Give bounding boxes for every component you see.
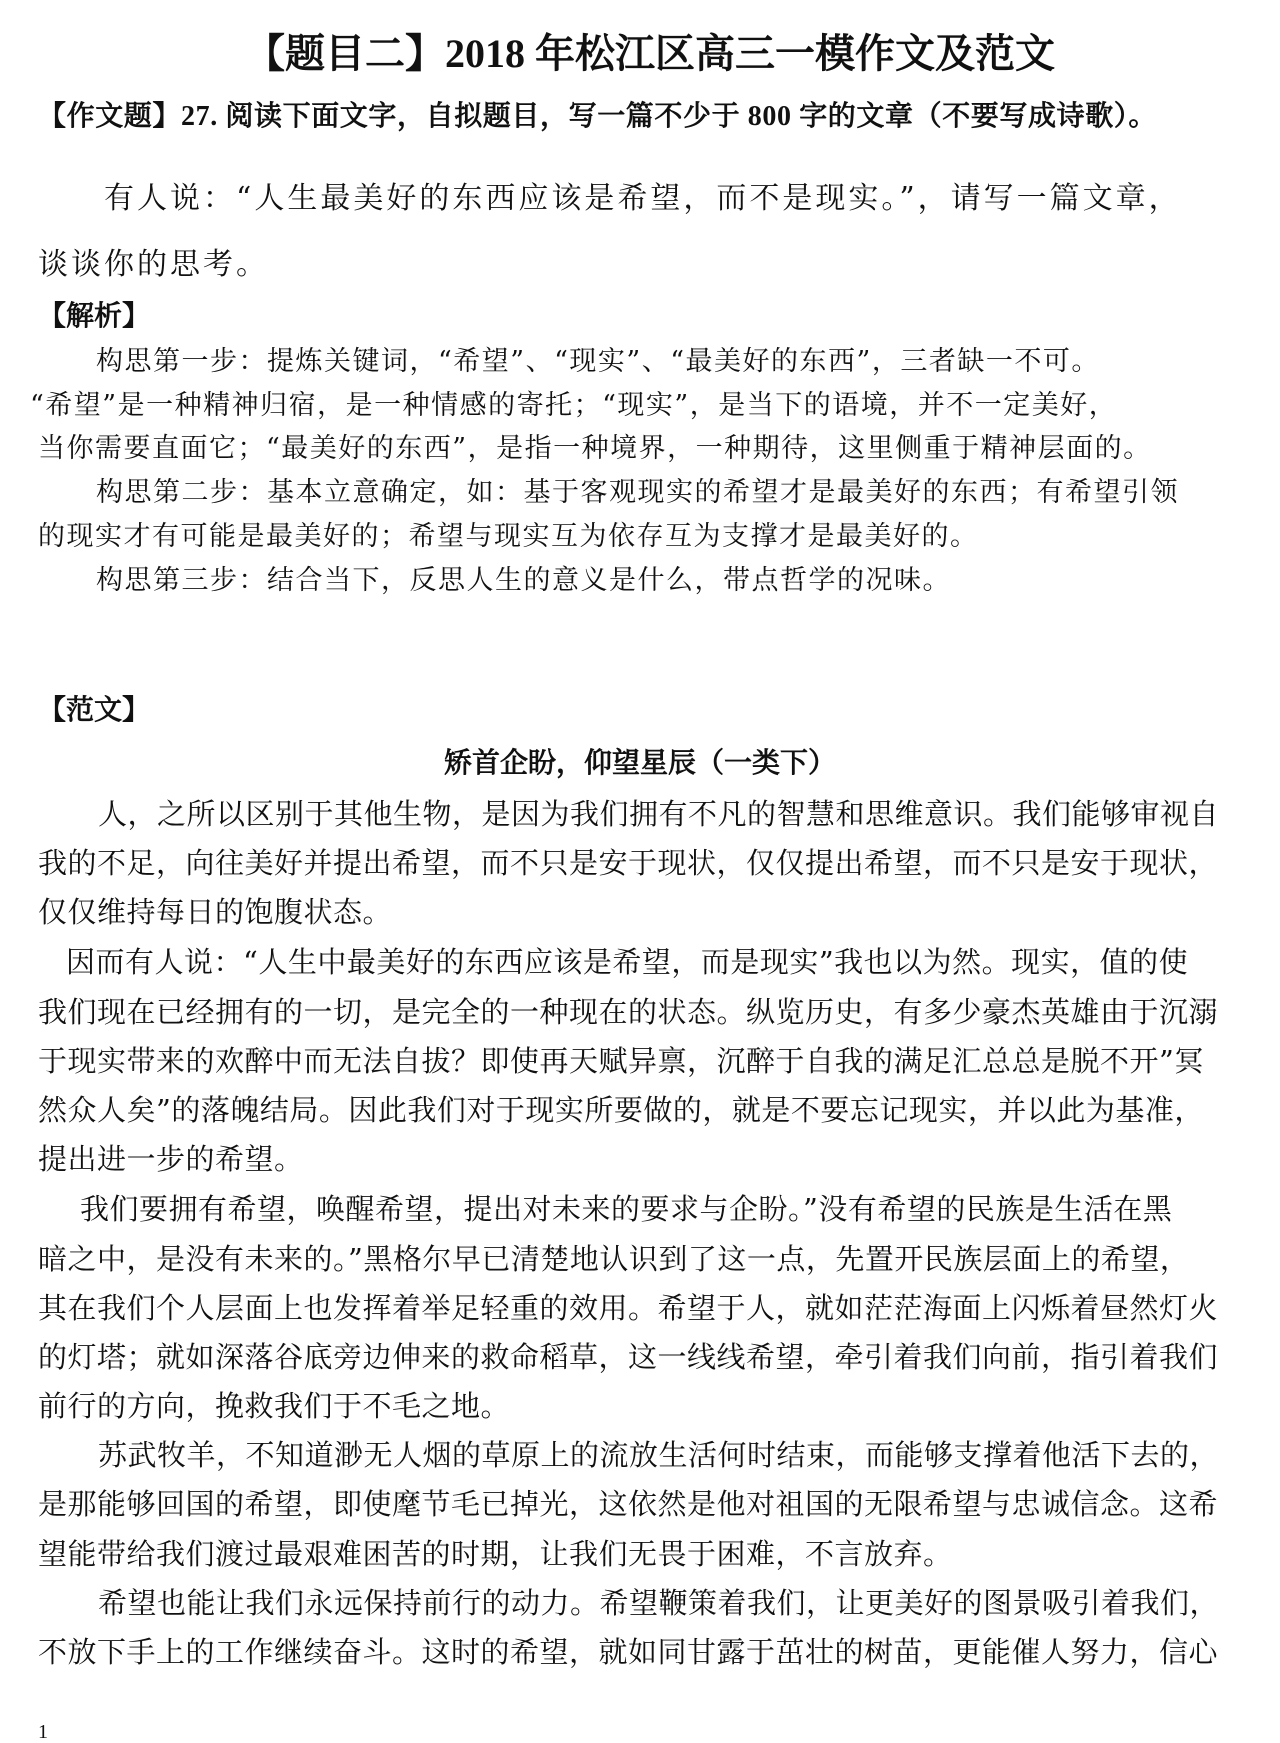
essay-line-8: 提出进一步的希望。 (38, 1142, 304, 1176)
model-essay-label: 【范文】 (38, 695, 151, 726)
prompt-quote-line-1: 有人说：“人生最美好的东西应该是希望，而不是现实。”，请写一篇文章， (104, 181, 1182, 216)
analysis-line-2: “希望”是一种精神归宿，是一种情感的寄托；“现实”，是当下的语境，并不一定美好， (30, 390, 1118, 421)
analysis-line-6: 构思第三步：结合当下，反思人生的意义是什么，带点哲学的况味。 (96, 565, 951, 596)
essay-line-18: 不放下手上的工作继续奋斗。这时的希望，就如同甘露于茁壮的树苗，更能催人努力，信心 (38, 1635, 1219, 1669)
page-number: 1 (38, 1721, 48, 1743)
prompt-quote-line-2: 谈谈你的思考。 (38, 247, 269, 282)
essay-line-12: 的灯塔；就如深落谷底旁边伸来的救命稻草，这一线线希望，牵引着我们向前，指引着我们 (38, 1340, 1219, 1374)
essay-line-2: 我的不足，向往美好并提出希望，而不只是安于现状，仅仅提出希望，而不只是安于现状， (38, 846, 1219, 880)
essay-line-15: 是那能够回国的希望，即使麾节毛已掉光，这依然是他对祖国的无限希望与忠诚信念。这希 (38, 1487, 1219, 1521)
essay-line-9: 我们要拥有希望，唤醒希望，提出对未来的要求与企盼。”没有希望的民族是生活在黑 (80, 1192, 1173, 1226)
analysis-line-3: 当你需要直面它；“最美好的东西”，是指一种境界，一种期待，这里侧重于精神层面的。 (38, 433, 1152, 464)
essay-line-4: 因而有人说：“人生中最美好的东西应该是希望，而是现实”我也以为然。现实，值的使 (66, 945, 1189, 979)
essay-title: 矫首企盼，仰望星辰（一类下） (443, 748, 836, 779)
page-title: 【题目二】2018 年松江区高三一模作文及范文 (245, 31, 1055, 76)
essay-line-13: 前行的方向，挽救我们于不毛之地。 (38, 1389, 511, 1423)
essay-line-7: 然众人矣”的落魄结局。因此我们对于现实所要做的，就是不要忘记现实，并以此为基准， (38, 1093, 1204, 1127)
analysis-line-1: 构思第一步：提炼关键词，“希望”、“现实”、“最美好的东西”，三者缺一不可。 (96, 346, 1100, 377)
essay-line-1: 人，之所以区别于其他生物，是因为我们拥有不凡的智慧和思维意识。我们能够审视自 (98, 797, 1220, 831)
analysis-line-4: 构思第二步：基本立意确定，如：基于客观现实的希望才是最美好的东西；有希望引领 (96, 477, 1179, 508)
analysis-line-5: 的现实才有可能是最美好的；希望与现实互为依存互为支撑才是最美好的。 (38, 521, 979, 552)
essay-line-17: 希望也能让我们永远保持前行的动力。希望鞭策着我们，让更美好的图景吸引着我们， (98, 1586, 1220, 1620)
essay-line-6: 于现实带来的欢醉中而无法自拔？即使再天赋异禀，沉醉于自我的满足汇总总是脱不开”冥 (38, 1044, 1204, 1078)
essay-line-3: 仅仅维持每日的饱腹状态。 (38, 895, 393, 929)
essay-line-14: 苏武牧羊，不知道渺无人烟的草原上的流放生活何时结束，而能够支撑着他活下去的， (98, 1438, 1220, 1472)
analysis-label: 【解析】 (38, 301, 151, 332)
essay-line-5: 我们现在已经拥有的一切，是完全的一种现在的状态。纵览历史，有多少豪杰英雄由于沉溺 (38, 995, 1219, 1029)
essay-line-11: 其在我们个人层面上也发挥着举足轻重的效用。希望于人，就如茫茫海面上闪烁着昼然灯火 (38, 1291, 1219, 1325)
essay-line-16: 望能带给我们渡过最艰难困苦的时期，让我们无畏于困难，不言放弃。 (38, 1537, 953, 1571)
essay-prompt: 【作文题】27. 阅读下面文字，自拟题目，写一篇不少于 800 字的文章（不要写成诗歌）。 (38, 101, 1158, 132)
essay-line-10: 暗之中，是没有未来的。”黑格尔早已清楚地认识到了这一点，先置开民族层面上的希望， (38, 1242, 1190, 1276)
